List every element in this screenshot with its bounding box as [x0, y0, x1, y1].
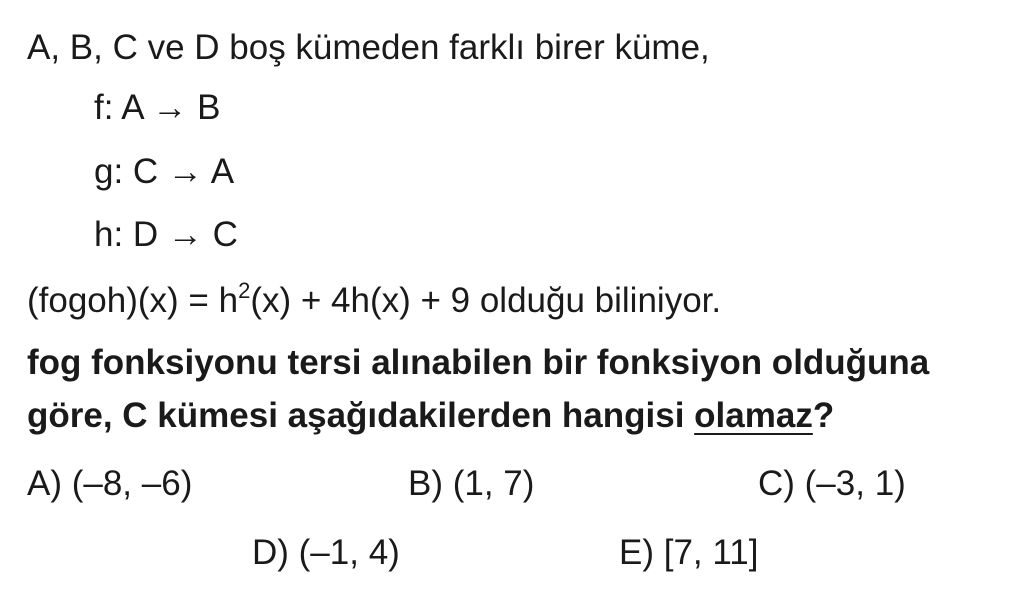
question-line-2 — [27, 396, 834, 436]
equation-part1: (fogoh)(x) = h — [27, 281, 239, 320]
function-g: g: C → A — [94, 152, 235, 191]
choice-a[interactable]: A) (–8, –6) — [27, 464, 193, 503]
question-line-1: fog fonksiyonu tersi alınabilen bir fonksiyon olduğuna — [27, 343, 930, 382]
question-emphasis: olamaz — [694, 396, 813, 435]
choice-c[interactable]: C) (–3, 1) — [758, 464, 906, 503]
choice-d[interactable]: D) (–1, 4) — [252, 533, 400, 572]
choice-e[interactable]: E) [7, 11] — [619, 533, 759, 572]
choice-b[interactable]: B) (1, 7) — [408, 464, 535, 503]
intro-text: A, B, C ve D boş kümeden farklı birer küme, — [27, 28, 710, 67]
equation-line — [27, 278, 722, 325]
equation-exponent: 2 — [238, 278, 251, 303]
function-h: h: D → C — [94, 215, 238, 254]
question-line-2-prefix: göre, C kümesi aşağıdakilerden hangisi — [27, 396, 695, 435]
function-f: f: A → B — [94, 88, 221, 127]
equation-part2: (x) + 4h(x) + 9 olduğu biliniyor. — [250, 281, 722, 320]
question-line-2-suffix: ? — [812, 396, 835, 435]
